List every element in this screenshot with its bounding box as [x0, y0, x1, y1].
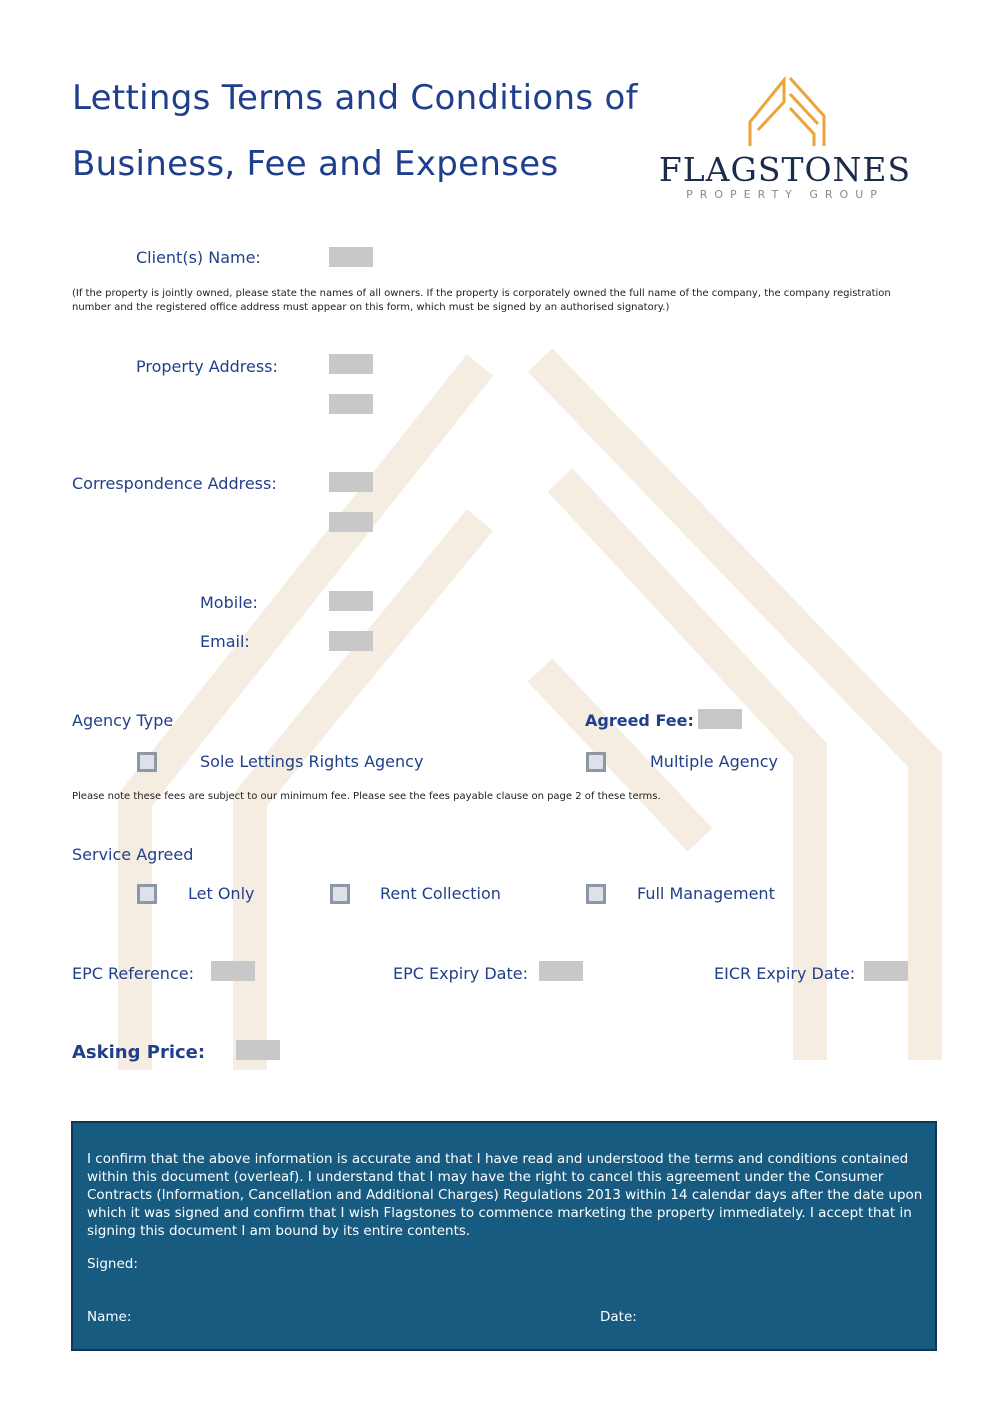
full-management-checkbox[interactable] [586, 884, 606, 904]
eicr-expiry-label: EICR Expiry Date: [714, 964, 856, 983]
fee-note: Please note these fees are subject to our minimum fee. Please see the fees payable clause on page 2 of these terms. [72, 791, 661, 802]
logo-tagline: PROPERTY GROUP [686, 188, 884, 201]
client-name-label: Client(s) Name: [136, 248, 261, 267]
multiple-agency-checkbox[interactable] [586, 752, 606, 772]
correspondence-address-field-1[interactable] [329, 472, 373, 492]
client-note: (If the property is jointly owned, please state the names of all owners. If the property is corporately owned the full name of the company, the company registration number and the registered office address must appear on this form, which must be signed by an authorised signatory.) [72, 288, 891, 313]
mobile-label: Mobile: [200, 593, 258, 612]
signed-label: Signed: [87, 1256, 138, 1272]
sole-agency-checkbox[interactable] [137, 752, 157, 772]
multiple-agency-label: Multiple Agency [650, 752, 778, 771]
rent-collection-label: Rent Collection [380, 884, 501, 903]
full-management-label: Full Management [637, 884, 775, 903]
epc-expiry-label: EPC Expiry Date: [393, 964, 528, 983]
logo-name: FLAGSTONES [658, 150, 912, 189]
agreed-fee-label: Agreed Fee: [585, 711, 694, 730]
asking-price-field[interactable] [236, 1040, 280, 1060]
asking-price-label: Asking Price: [72, 1042, 206, 1063]
declaration-text: I confirm that the above information is accurate and that I have read and understood the terms and conditions contained within this document (overleaf). I understand that I may have the right to cancel this agreement under the Consumer Contracts (Information, Cancellation and Additional Charges) Regulations 2013 within 14 calendar days after the date upon which it was signed and confirm that I wish Flagstones to commence marketing the property immediately. I accept that in signing this document I am bound by its entire contents. [87, 1151, 923, 1239]
client-name-field[interactable] [329, 247, 373, 267]
property-address-label: Property Address: [136, 357, 278, 376]
service-agreed-label: Service Agreed [72, 845, 194, 864]
let-only-label: Let Only [188, 884, 255, 903]
declaration-box [71, 1121, 937, 1351]
rent-collection-checkbox[interactable] [330, 884, 350, 904]
sole-agency-label: Sole Lettings Rights Agency [200, 752, 424, 771]
agreed-fee-field[interactable] [698, 709, 742, 729]
epc-expiry-field[interactable] [539, 961, 583, 981]
page-title-line1: Lettings Terms and Conditions of [72, 78, 638, 118]
company-logo [650, 72, 920, 201]
email-field[interactable] [329, 631, 373, 651]
email-label: Email: [200, 632, 250, 651]
property-address-field-2[interactable] [329, 394, 373, 414]
date-label: Date: [600, 1309, 637, 1325]
name-label: Name: [87, 1309, 132, 1325]
roof-logo-icon [740, 72, 830, 148]
agency-type-label: Agency Type [72, 711, 174, 730]
let-only-checkbox[interactable] [137, 884, 157, 904]
eicr-expiry-field[interactable] [864, 961, 908, 981]
property-address-field-1[interactable] [329, 354, 373, 374]
correspondence-address-label: Correspondence Address: [72, 474, 277, 493]
epc-reference-label: EPC Reference: [72, 964, 194, 983]
page-title-line2: Business, Fee and Expenses [72, 144, 559, 184]
mobile-field[interactable] [329, 591, 373, 611]
correspondence-address-field-2[interactable] [329, 512, 373, 532]
epc-reference-field[interactable] [211, 961, 255, 981]
